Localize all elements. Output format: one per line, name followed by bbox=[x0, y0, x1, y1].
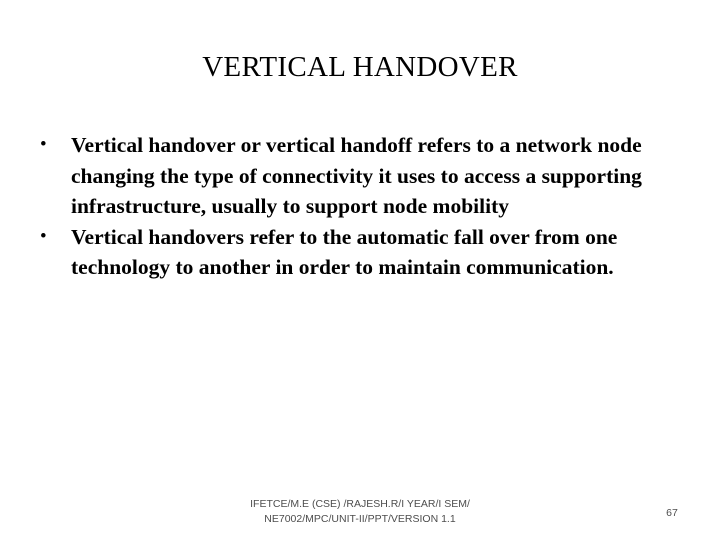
bullet-text: Vertical handovers refer to the automatic fall over from one technology to another in order to maintain communication. bbox=[71, 224, 618, 279]
bullet-list bbox=[40, 130, 690, 283]
slide-footer bbox=[190, 497, 530, 527]
bullet-text: Vertical handover or vertical handoff refers to a network node changing the type of connectivity it uses to access a supporting infrastructure, usually to support node mobility bbox=[71, 133, 642, 218]
footer-line-1: IFETCE/M.E (CSE) /RAJESH.R/I YEAR/I SEM/ bbox=[250, 498, 470, 510]
page-number: 67 bbox=[666, 507, 678, 519]
bullet-marker: • bbox=[40, 225, 47, 247]
slide-title: VERTICAL HANDOVER bbox=[202, 51, 518, 83]
bullet-item bbox=[40, 222, 690, 283]
bullet-item bbox=[40, 130, 690, 222]
footer-line-2: NE7002/MPC/UNIT-II/PPT/VERSION 1.1 bbox=[264, 513, 456, 525]
bullet-marker: • bbox=[40, 134, 47, 155]
